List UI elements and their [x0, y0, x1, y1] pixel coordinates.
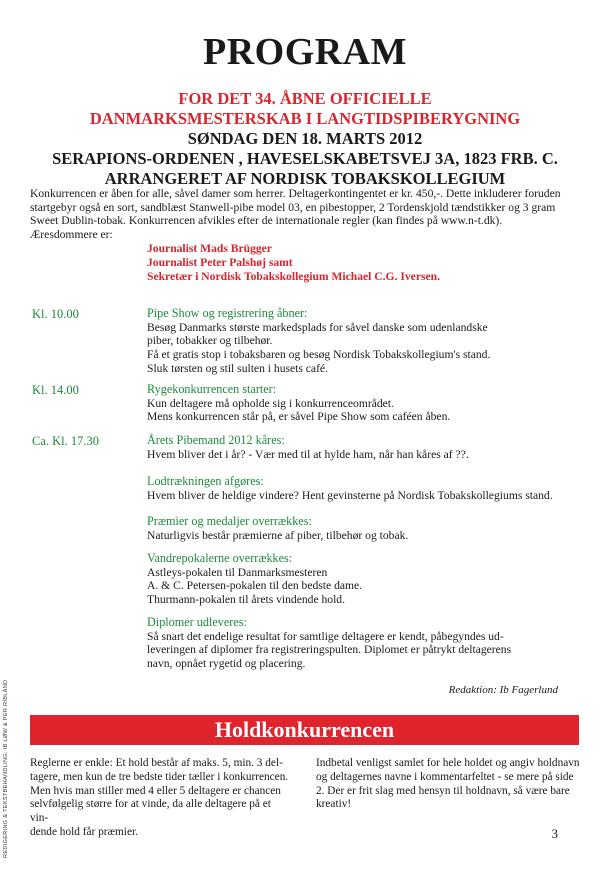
schedule-heading: Årets Pibemand 2012 kåres:: [147, 433, 285, 447]
side-credit: REDIGERING & TEKSTBEHANDLING: IB LØW & PER RIBLAND: [3, 679, 9, 858]
schedule-line: Sluk tørsten og stil sulten i husets café.: [147, 361, 328, 375]
schedule-heading: Pipe Show og registrering åbner:: [147, 306, 308, 320]
schedule-time: Ca. Kl. 17.30: [32, 434, 100, 448]
schedule-line: Thurmann-pokalen til årets vindende hold.: [147, 593, 346, 607]
schedule-heading: Lodtrækningen afgøres:: [147, 474, 264, 488]
header-organizer: ARRANGERET AF NORDISK TOBAKSKOLLEGIUM: [104, 169, 506, 188]
header-line-2: DANMARKSMESTERSKAB I LANGTIDSPIBERYGNING: [89, 109, 521, 128]
judge-name: Journalist Peter Palshøj samt: [147, 256, 293, 269]
schedule-line: leveringen af diplomer fra registreringspulten. Diplomet er påtrykt deltagerens: [147, 643, 512, 657]
section-left-column: [30, 757, 290, 840]
judge-name: Journalist Mads Brügger: [147, 242, 272, 255]
section-line: 2. Der er frit slag med hensyn til holdnavn, så være bare: [316, 784, 570, 797]
schedule-line: Kun deltagere må opholde sig i konkurrenceområdet.: [147, 396, 394, 410]
schedule-item: [147, 552, 567, 607]
intro-line: startgebyr også en sort, sandblæst Stanwell-pibe model 03, en pibestopper, 2 Tordenskjold tændstikker og 3 gram: [30, 200, 556, 214]
section-line: selvfølgelig større for at vinde, da alle deltagere på et vin-: [30, 798, 271, 825]
schedule-item: [147, 475, 567, 502]
intro-line: Sweet Dublin-tobak. Konkurrencen afvikles efter de internationale regler (kan findes på www.n-t.dk).: [30, 214, 503, 228]
intro-line: Konkurrencen er åben for alle, såvel damer som herrer. Deltagerkontingentet er kr. 450,-. Dette inkluderer foruden: [30, 187, 561, 200]
schedule-item: [147, 434, 567, 461]
section-line: dende hold får præmier.: [30, 825, 138, 838]
header-date: SØNDAG DEN 18. MARTS 2012: [187, 129, 423, 148]
schedule-line: Få et gratis stop i tobaksbaren og besøg Nordisk Tobakskollegium's stand.: [147, 348, 491, 362]
schedule-heading: Vandrepokalerne overrækkes:: [147, 551, 293, 565]
schedule-item: [147, 307, 567, 376]
section-title: Holdkonkurrencen: [214, 717, 395, 742]
section-line: kreativ!: [316, 798, 352, 811]
page-title: PROGRAM: [202, 31, 408, 73]
section-line: og deltagernes navne i kommentarfeltet - se mere på side: [316, 770, 574, 783]
judge-name: Sekretær i Nordisk Tobakskollegium Michael C.G. Iversen.: [147, 270, 440, 283]
section-line: Men hvis man stiller med 4 eller 5 deltagere er chancen: [30, 784, 281, 797]
schedule-item: [147, 616, 567, 671]
schedule-line: Astleys-pokalen til Danmarksmesteren: [147, 565, 328, 579]
judges-list: [147, 242, 440, 284]
schedule-line: Så snart det endelige resultat for samtlige deltagere er kendt, påbegyndes ud-: [147, 629, 504, 643]
schedule-line: Besøg Danmarks største markedsplads for såvel danske som udenlandske: [147, 320, 488, 334]
page-number: 3: [551, 826, 558, 841]
intro-text: [30, 187, 585, 241]
schedule-line: Hvem bliver det i år? - Vær med til at hylde ham, når han kåres af ??.: [147, 447, 469, 461]
schedule-item: [147, 383, 567, 424]
schedule-line: Hvem bliver de heldige vindere? Hent gevinsterne på Nordisk Tobakskollegiums stand.: [147, 488, 553, 502]
schedule-heading: Præmier og medaljer overrækkes:: [147, 514, 312, 528]
section-right-column: [316, 757, 580, 812]
section-line: Reglerne er enkle: Et hold består af maks. 5, min. 3 del-: [30, 757, 283, 769]
header-line-1: FOR DET 34. ÅBNE OFFICIELLE: [178, 89, 432, 108]
editor-credit: Redaktion: Ib Fagerlund: [448, 684, 558, 696]
schedule-line: Mens konkurrencen står på, er såvel Pipe Show som caféen åben.: [147, 410, 451, 424]
section-banner: [30, 715, 579, 745]
schedule-line: Naturligvis består præmierne af piber, tilbehør og tobak.: [147, 528, 409, 542]
schedule-item: [147, 515, 567, 542]
schedule-time: Kl. 10.00: [32, 307, 79, 321]
schedule-time: Kl. 14.00: [32, 383, 79, 397]
section-line: tagere, men kun de tre bedste tider tæller i konkurrencen.: [30, 770, 289, 783]
schedule-line: piber, tobakker og tilbehør.: [147, 334, 273, 348]
header-venue: SERAPIONS-ORDENEN , HAVESELSKABETSVEJ 3A, 1823 FRB. C.: [52, 149, 558, 168]
schedule-heading: Rygekonkurrencen starter:: [147, 382, 277, 396]
schedule-heading: Diplomer udleveres:: [147, 615, 247, 629]
schedule-line: A. & C. Petersen-pokalen til den bedste dame.: [147, 579, 363, 593]
intro-line: Æresdommere er:: [30, 227, 113, 241]
section-line: Indbetal venligst samlet for hele holdet og angiv holdnavn: [316, 757, 580, 769]
schedule-line: navn, opnået rygetid og placering.: [147, 657, 306, 671]
